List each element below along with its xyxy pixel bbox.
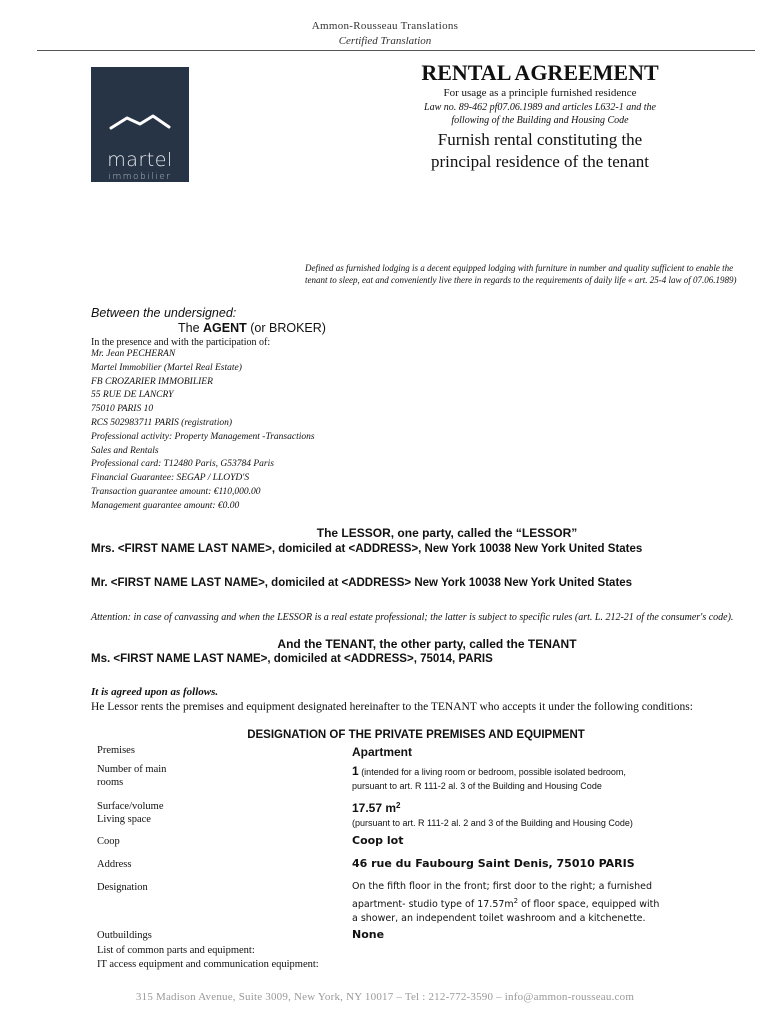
furnish-line-1: Furnish rental constituting the bbox=[437, 130, 643, 149]
rooms-label-line: rooms bbox=[97, 777, 124, 788]
lessor-rents-text: He Lessor rents the premises and equipment designated hereinafter to the TENANT who accepts it under the following conditions: bbox=[91, 701, 693, 713]
roof-icon bbox=[109, 111, 171, 133]
between-heading: Between the undersigned: bbox=[91, 306, 237, 320]
agent-detail: FB CROZARIER IMMOBILIER bbox=[91, 376, 213, 387]
tenant-heading: And the TENANT, the other party, called the TENANT bbox=[277, 637, 577, 651]
header-company: Ammon-Rousseau Translations bbox=[311, 20, 459, 32]
rooms-value bbox=[352, 764, 682, 793]
surface-sup: 2 bbox=[396, 801, 401, 810]
agent-detail: Transaction guarantee amount: €110,000.00 bbox=[91, 486, 261, 497]
rooms-number: 1 bbox=[352, 764, 359, 778]
agent-detail: Financial Guarantee: SEGAP / LLOYD'S bbox=[91, 473, 250, 484]
tenant-line: Ms. <FIRST NAME LAST NAME>, domiciled at <ADDRESS>, 75014, PARIS bbox=[91, 653, 493, 665]
premises-label: Premises bbox=[97, 745, 135, 756]
header-divider bbox=[37, 50, 755, 51]
coop-label: Coop bbox=[97, 836, 120, 847]
agent-detail: RCS 502983711 PARIS (registration) bbox=[91, 417, 232, 428]
surface-desc: (pursuant to art. R 111-2 al. 2 and 3 of the Building and Housing Code) bbox=[352, 818, 633, 828]
martel-logo bbox=[91, 67, 189, 182]
agent-detail: Professional card: T12480 Paris, G53784 Paris bbox=[91, 459, 274, 470]
agent-detail: Martel Immobilier (Martel Real Estate) bbox=[91, 362, 242, 373]
agreed-heading: It is agreed upon as follows. bbox=[91, 686, 219, 698]
agent-detail: Sales and Rentals bbox=[91, 445, 159, 456]
common-parts-label: List of common parts and equipment: bbox=[97, 945, 255, 956]
surface-label bbox=[97, 800, 337, 826]
header-subtitle: Certified Translation bbox=[338, 35, 432, 47]
agent-detail: 75010 PARIS 10 bbox=[91, 404, 154, 415]
designation-heading: DESIGNATION OF THE PRIVATE PREMISES AND EQUIPMENT bbox=[247, 729, 585, 741]
coop-value bbox=[352, 834, 682, 848]
outbuildings-value bbox=[352, 928, 682, 942]
agent-bold: AGENT bbox=[203, 321, 247, 335]
agent-post: (or BROKER) bbox=[246, 321, 326, 335]
address-text: 46 rue du Faubourg Saint Denis, 75010 PARIS bbox=[352, 857, 635, 870]
agent-detail: Management guarantee amount: €0.00 bbox=[91, 500, 240, 511]
surface-value bbox=[352, 799, 682, 830]
footer-contact: 315 Madison Avenue, Suite 3009, New York, NY 10017 – Tel : 212-772-3590 – info@ammon-rousseau.com bbox=[135, 991, 635, 1003]
lessor-heading: The LESSOR, one party, called the “LESSOR” bbox=[316, 526, 578, 540]
surface-size bbox=[352, 799, 682, 816]
usage-line: For usage as a principle furnished residence bbox=[443, 87, 637, 99]
outbuildings-label: Outbuildings bbox=[97, 930, 152, 941]
furnish-subtitle bbox=[395, 129, 685, 173]
address-value bbox=[352, 857, 682, 871]
law-reference bbox=[395, 101, 685, 127]
law-line-2: following of the Building and Housing Code bbox=[451, 115, 629, 126]
address-label: Address bbox=[97, 859, 132, 870]
document-title: RENTAL AGREEMENT bbox=[421, 60, 659, 85]
presence-line: In the presence and with the participation of: bbox=[91, 337, 271, 348]
agent-heading bbox=[178, 321, 326, 335]
surface-label-line: Surface/volume bbox=[97, 801, 164, 812]
agent-detail: Mr. Jean PECHERAN bbox=[91, 349, 176, 359]
coop-lot: Coop lot bbox=[352, 834, 404, 847]
logo-word: martel bbox=[107, 149, 173, 171]
agent-details bbox=[91, 348, 315, 514]
rooms-line-2: pursuant to art. R 111-2 al. 3 of the Building and Housing Code bbox=[352, 781, 602, 791]
agent-detail: 55 RUE DE LANCRY bbox=[91, 390, 174, 401]
surface-label-line: Living space bbox=[97, 814, 151, 825]
rooms-label bbox=[97, 763, 337, 789]
designation-label: Designation bbox=[97, 882, 148, 893]
lessor-line-2: Mr. <FIRST NAME LAST NAME>, domiciled at <ADDRESS> New York 10038 New York United States bbox=[91, 577, 633, 589]
premises-value bbox=[352, 745, 682, 760]
logo-subword: immobilier bbox=[108, 172, 172, 182]
premises-type: Apartment bbox=[352, 745, 413, 759]
it-access-label: IT access equipment and communication equipment: bbox=[97, 959, 319, 970]
agent-detail: Professional activity: Property Management -Transactions bbox=[91, 431, 315, 442]
designation-text-a: On the fifth floor in the front; first door to the right; a furnished apartment- studio type of 17.57m bbox=[352, 881, 653, 911]
canvassing-attention: Attention: in case of canvassing and when the LESSOR is a real estate professional; the latter is subject to specific rules (art. L. 212-21 of the consumer's code). bbox=[91, 612, 734, 623]
lessor-line-1: Mrs. <FIRST NAME LAST NAME>, domiciled at <ADDRESS>, New York 10038 New York United States bbox=[91, 543, 643, 555]
rooms-desc: (intended for a living room or bedroom, possible isolated bedroom, bbox=[358, 767, 626, 777]
surface-number: 17.57 m bbox=[352, 801, 397, 815]
furnish-line-2: principal residence of the tenant bbox=[430, 152, 650, 171]
rooms-label-line: Number of main bbox=[97, 764, 167, 775]
designation-text-b: of floor space, equipped with a shower, an independent toilet washroom and a kitchenette. bbox=[352, 899, 660, 925]
agent-pre: The bbox=[178, 321, 204, 335]
outbuildings-none: None bbox=[352, 928, 385, 941]
designation-value bbox=[352, 880, 662, 926]
law-line-1: Law no. 89-462 pf07.06.1989 and articles L632-1 and the bbox=[424, 102, 656, 113]
rooms-line-1 bbox=[352, 764, 682, 779]
furnished-definition: Defined as furnished lodging is a decent equipped lodging with furniture in number and quality sufficient to enable the tenant to sleep, eat and conveniently live there in regards to the requirements of daily life « art. 25-4 law of 07.06.1989) bbox=[305, 263, 737, 285]
designation-sup: 2 bbox=[513, 897, 519, 905]
